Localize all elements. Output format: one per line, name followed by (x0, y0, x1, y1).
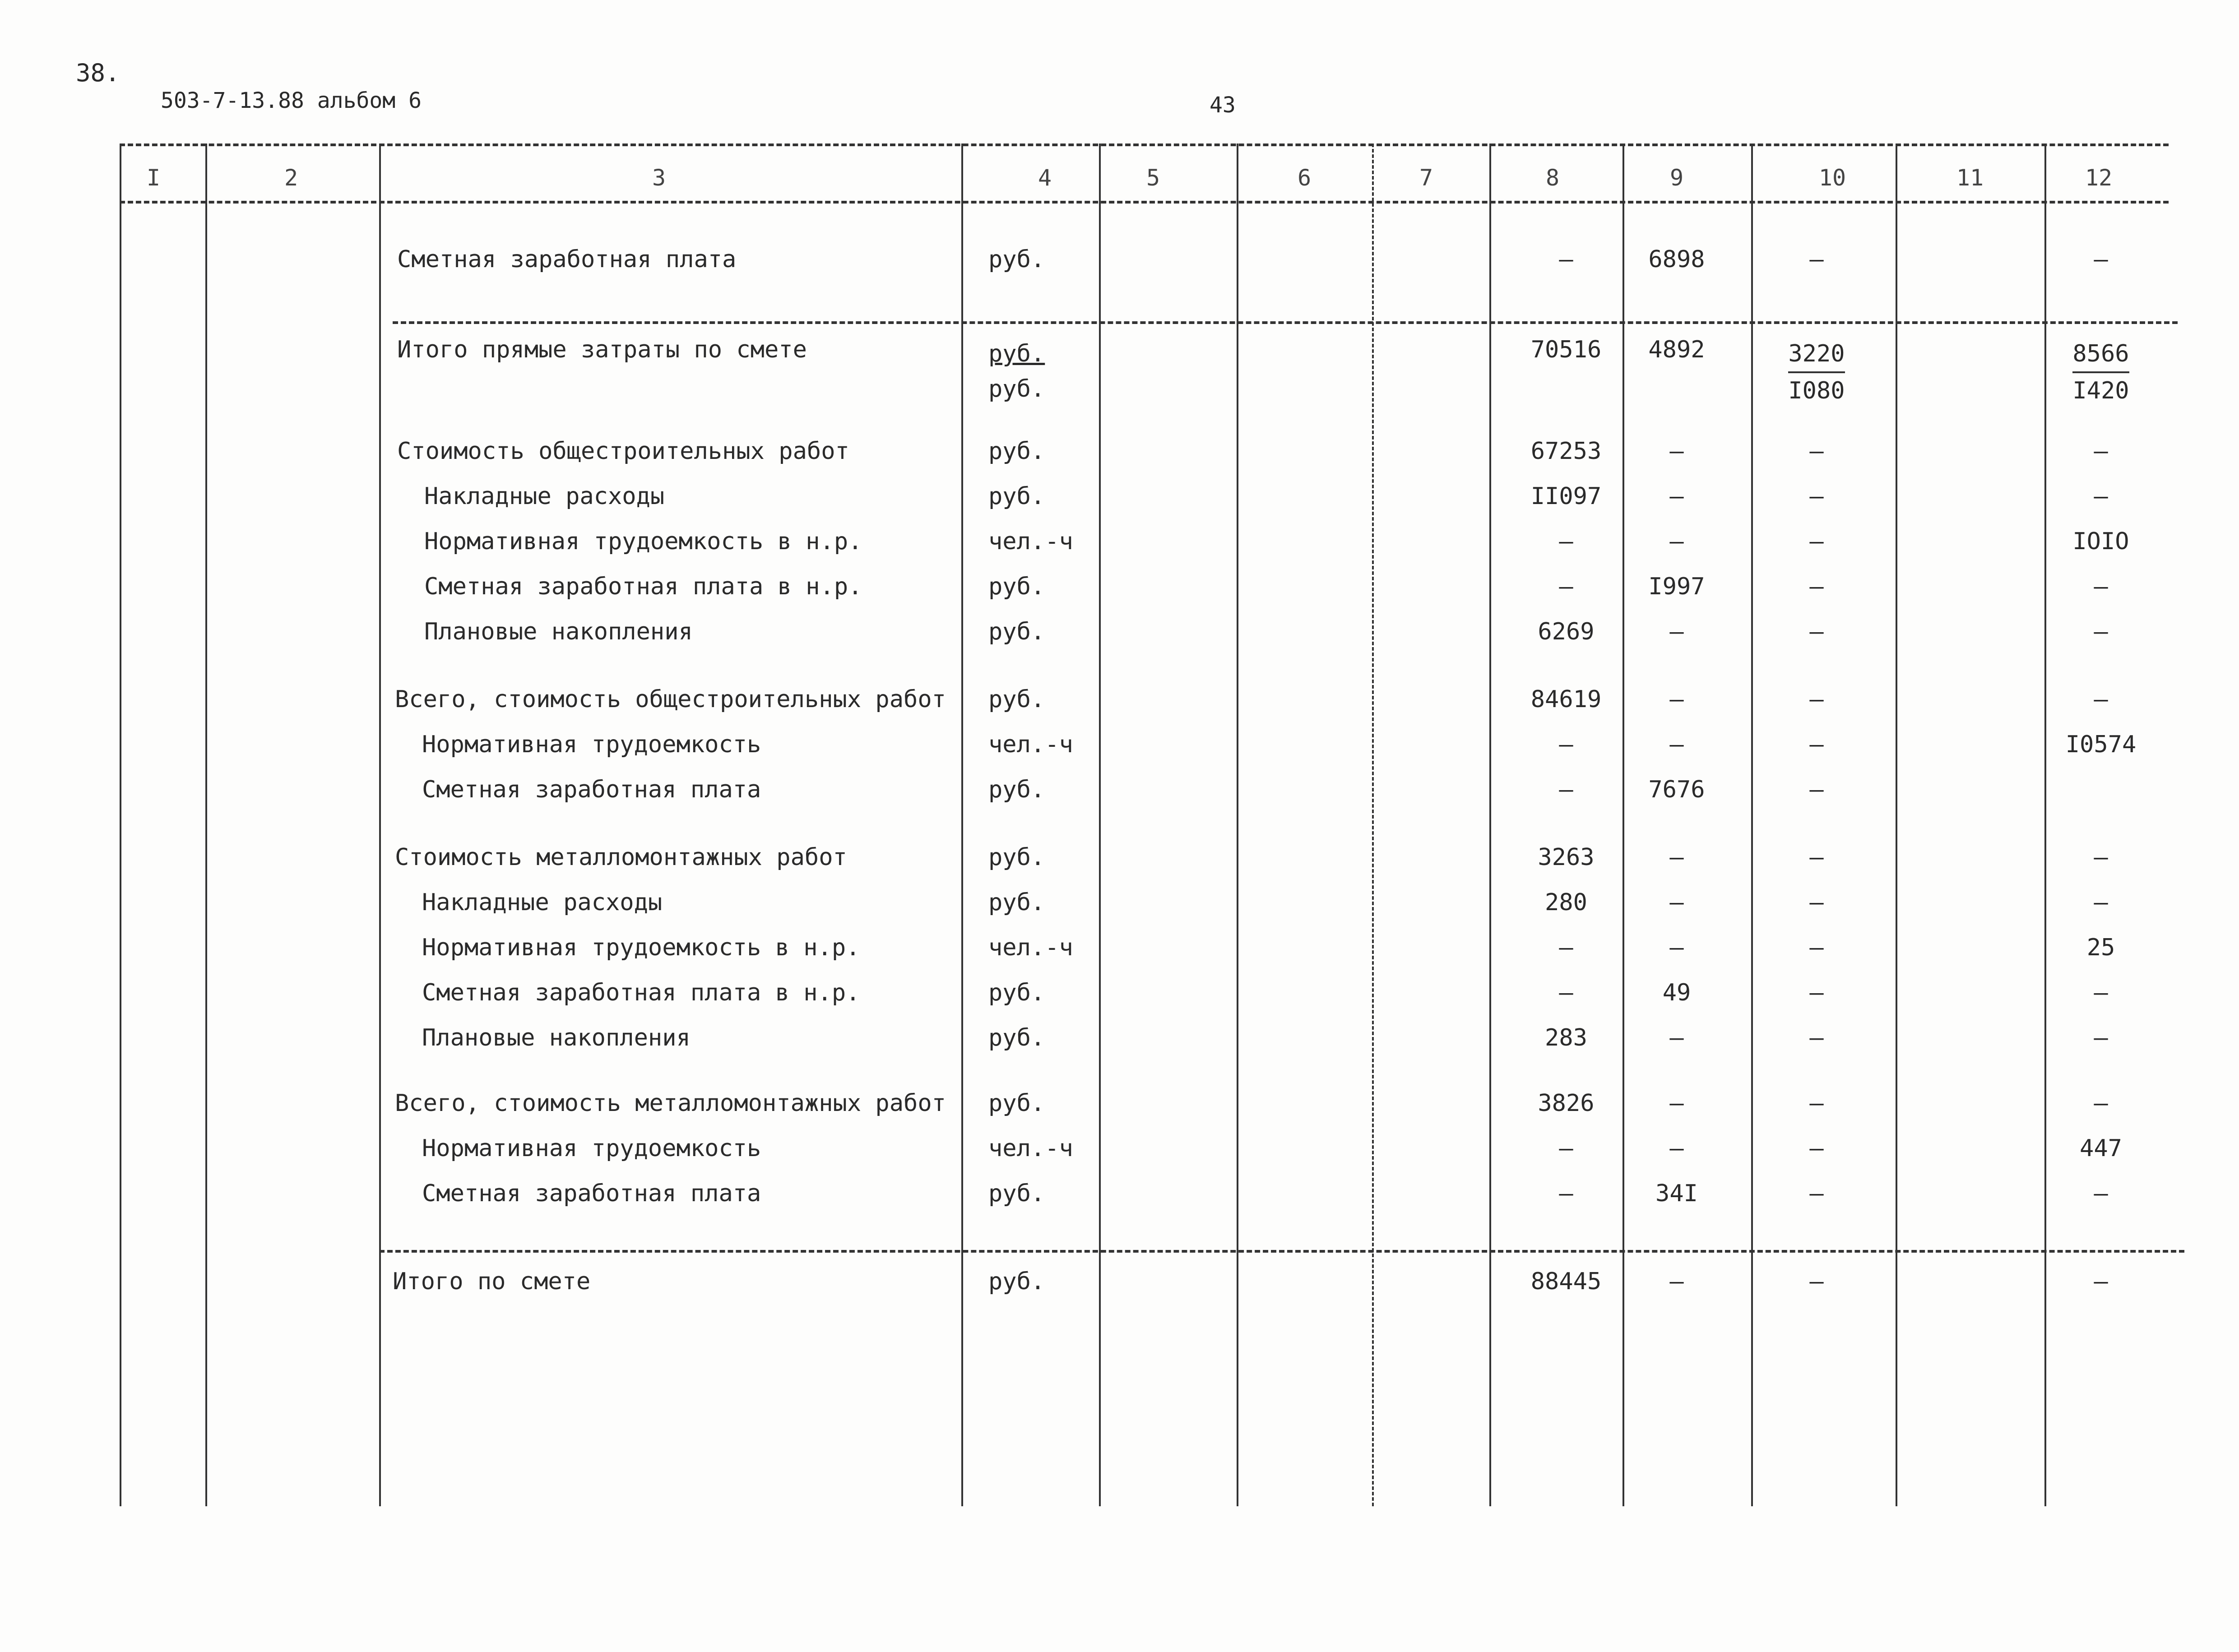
cell-col9: – (1669, 1268, 1684, 1295)
table-row (0, 1135, 2239, 1175)
row-unit: руб. (988, 844, 1045, 871)
table-row (0, 573, 2239, 614)
table-row (0, 686, 2239, 727)
table-row (0, 844, 2239, 884)
cell-col8: 88445 (1530, 1268, 1602, 1295)
cell-col8: – (1559, 934, 1573, 961)
cell-col9: – (1669, 731, 1684, 758)
table-row (0, 618, 2239, 659)
cell-col9: 34I (1655, 1180, 1698, 1207)
cell-col12: – (2094, 246, 2108, 273)
cell-col8: – (1559, 1180, 1573, 1207)
cell-col9: – (1669, 528, 1684, 555)
cell-col9: – (1669, 1135, 1684, 1162)
row-name: Нормативная трудоемкость (422, 731, 761, 758)
cell-col8: – (1559, 731, 1573, 758)
col-header-11: 11 (1956, 165, 1984, 191)
col-header-12: 12 (2085, 165, 2113, 191)
cell-col8: 6269 (1538, 618, 1595, 645)
cell-col8: – (1559, 979, 1573, 1006)
cell-col10: – (1809, 618, 1824, 645)
row-name: Плановые накопления (424, 618, 693, 645)
cell-col12: – (2094, 1180, 2108, 1207)
row-name: Накладные расходы (424, 483, 665, 510)
row-unit-line2: руб. (988, 375, 1045, 403)
cell-col8: 84619 (1530, 686, 1602, 713)
cell-col12: 25 (2086, 934, 2115, 961)
cell-col10: – (1809, 246, 1824, 273)
col-header-8: 8 (1545, 165, 1560, 191)
cell-col9: 7676 (1648, 776, 1705, 803)
cell-col12: – (2094, 686, 2108, 713)
row-name: Сметная заработная плата (422, 776, 761, 803)
row-unit: чел.-ч (988, 934, 1073, 961)
table-row (0, 979, 2239, 1020)
table-row (0, 776, 2239, 817)
cell-col8: – (1559, 776, 1573, 803)
row-name: Нормативная трудоемкость в н.р. (422, 934, 860, 961)
col-header-6: 6 (1297, 165, 1312, 191)
cell-col8: 67253 (1530, 438, 1602, 465)
col-header-10: 10 (1818, 165, 1846, 191)
section-separator-1 (393, 321, 2178, 324)
row-unit: руб. (988, 1180, 1045, 1207)
cell-col10: – (1809, 438, 1824, 465)
row-unit: руб. (988, 438, 1045, 465)
table-row (0, 1090, 2239, 1130)
cell-col10: – (1809, 573, 1824, 600)
row-name: Сметная заработная плата в н.р. (424, 573, 862, 600)
page-number: 43 (1210, 93, 1236, 118)
table-row (0, 246, 2239, 287)
row-name: Итого по смете (393, 1268, 591, 1295)
row-unit: руб. (988, 979, 1045, 1006)
row-unit: чел.-ч (988, 528, 1073, 555)
col-header-1: I (146, 165, 161, 191)
cell-col9: – (1669, 483, 1684, 510)
cell-col9: – (1669, 618, 1684, 645)
row-name: Всего, стоимость общестроительных работ (395, 686, 946, 713)
row-unit: руб. (988, 889, 1045, 916)
row-unit: чел.-ч (988, 1135, 1073, 1162)
row-unit: руб. (988, 483, 1045, 510)
cell-col10: – (1809, 686, 1824, 713)
row-unit: руб. (988, 246, 1045, 273)
cell-col10 (1753, 336, 1880, 408)
col-header-7: 7 (1419, 165, 1433, 191)
table-row (0, 1024, 2239, 1065)
table-row (0, 438, 2239, 478)
cell-col10: – (1809, 889, 1824, 916)
row-unit (988, 336, 1045, 407)
fraction-bottom: I420 (2072, 377, 2129, 404)
row-name: Стоимость металломонтажных работ (395, 844, 847, 871)
cell-col12: I0574 (2065, 731, 2137, 758)
cell-col9: I997 (1648, 573, 1705, 600)
col-header-2: 2 (284, 165, 298, 191)
row-unit: руб. (988, 1268, 1045, 1295)
cell-col8: II097 (1530, 483, 1602, 510)
cell-col9: – (1669, 934, 1684, 961)
cell-col10: – (1809, 934, 1824, 961)
cell-col12: – (2094, 573, 2108, 600)
cell-col8: – (1559, 528, 1573, 555)
row-name: Накладные расходы (422, 889, 663, 916)
row-name: Сметная заработная плата в н.р. (422, 979, 860, 1006)
cell-col12: – (2094, 1024, 2108, 1051)
cell-col9: – (1669, 889, 1684, 916)
fraction (2072, 336, 2129, 408)
col-header-3: 3 (652, 165, 666, 191)
cell-col8: 3263 (1538, 844, 1595, 871)
cell-col12: – (2094, 1090, 2108, 1117)
cell-col8: 70516 (1530, 336, 1602, 363)
cell-col10: – (1809, 1180, 1824, 1207)
cell-col12: – (2094, 1268, 2108, 1295)
cell-col12 (2038, 336, 2164, 408)
cell-col12: – (2094, 483, 2108, 510)
cell-col10: – (1809, 528, 1824, 555)
header-separator (120, 201, 2169, 204)
cell-col12: 447 (2080, 1135, 2122, 1162)
col-header-4: 4 (1038, 165, 1052, 191)
table-row (0, 934, 2239, 975)
cell-col12: – (2094, 618, 2108, 645)
row-name: Нормативная трудоемкость (422, 1135, 761, 1162)
cell-col12: – (2094, 844, 2108, 871)
row-unit: руб. (988, 573, 1045, 600)
row-name: Плановые накопления (422, 1024, 691, 1051)
cell-col10: – (1809, 731, 1824, 758)
section-separator-2 (379, 1250, 2184, 1253)
cell-col9: 49 (1662, 979, 1691, 1006)
table-row (0, 528, 2239, 569)
row-name: Стоимость общестроительных работ (397, 438, 849, 465)
cell-col10: – (1809, 1135, 1824, 1162)
sheet-number: 38. (76, 59, 120, 87)
col-header-5: 5 (1146, 165, 1160, 191)
document-code: 503-7-13.88 альбом 6 (161, 88, 422, 113)
fraction-bottom: I080 (1788, 377, 1845, 404)
fraction-top: 8566 (2072, 336, 2129, 373)
cell-col8: 3826 (1538, 1090, 1595, 1117)
cell-col8: 283 (1545, 1024, 1587, 1051)
cell-col10: – (1809, 844, 1824, 871)
cell-col8: – (1559, 573, 1573, 600)
row-unit: чел.-ч (988, 731, 1073, 758)
cell-col10: – (1809, 483, 1824, 510)
row-name: Сметная заработная плата (397, 246, 737, 273)
row-unit: руб. (988, 618, 1045, 645)
table-row (0, 731, 2239, 772)
row-name: Итого прямые затраты по смете (397, 336, 807, 363)
row-name: Сметная заработная плата (422, 1180, 761, 1207)
row-unit: руб. (988, 1024, 1045, 1051)
row-unit-line1: руб. (988, 340, 1045, 367)
cell-col12: IOIO (2072, 528, 2129, 555)
cell-col9: – (1669, 844, 1684, 871)
table-top-border (120, 143, 2169, 146)
row-unit: руб. (988, 776, 1045, 803)
row-name: Всего, стоимость металломонтажных работ (395, 1090, 946, 1117)
cell-col12: – (2094, 979, 2108, 1006)
cell-col9: – (1669, 1024, 1684, 1051)
cell-col10: – (1809, 1268, 1824, 1295)
cell-col12: – (2094, 889, 2108, 916)
table-row (0, 1268, 2239, 1309)
row-unit: руб. (988, 686, 1045, 713)
cell-col8: 280 (1545, 889, 1587, 916)
table-row (0, 889, 2239, 930)
cell-col9: 4892 (1648, 336, 1705, 363)
cell-col10: – (1809, 776, 1824, 803)
row-unit: руб. (988, 1090, 1045, 1117)
col-header-9: 9 (1669, 165, 1684, 191)
table-row (0, 1180, 2239, 1221)
table-row (0, 336, 2239, 413)
cell-col10: – (1809, 979, 1824, 1006)
fraction-top: 3220 (1788, 336, 1845, 373)
cell-col10: – (1809, 1024, 1824, 1051)
cell-col8: – (1559, 246, 1573, 273)
cell-col9: – (1669, 438, 1684, 465)
cell-col9: 6898 (1648, 246, 1705, 273)
cell-col10: – (1809, 1090, 1824, 1117)
cell-col9: – (1669, 1090, 1684, 1117)
cell-col8: – (1559, 1135, 1573, 1162)
cell-col12: – (2094, 438, 2108, 465)
row-name: Нормативная трудоемкость в н.р. (424, 528, 862, 555)
cell-col9: – (1669, 686, 1684, 713)
table-row (0, 483, 2239, 523)
fraction (1788, 336, 1845, 408)
